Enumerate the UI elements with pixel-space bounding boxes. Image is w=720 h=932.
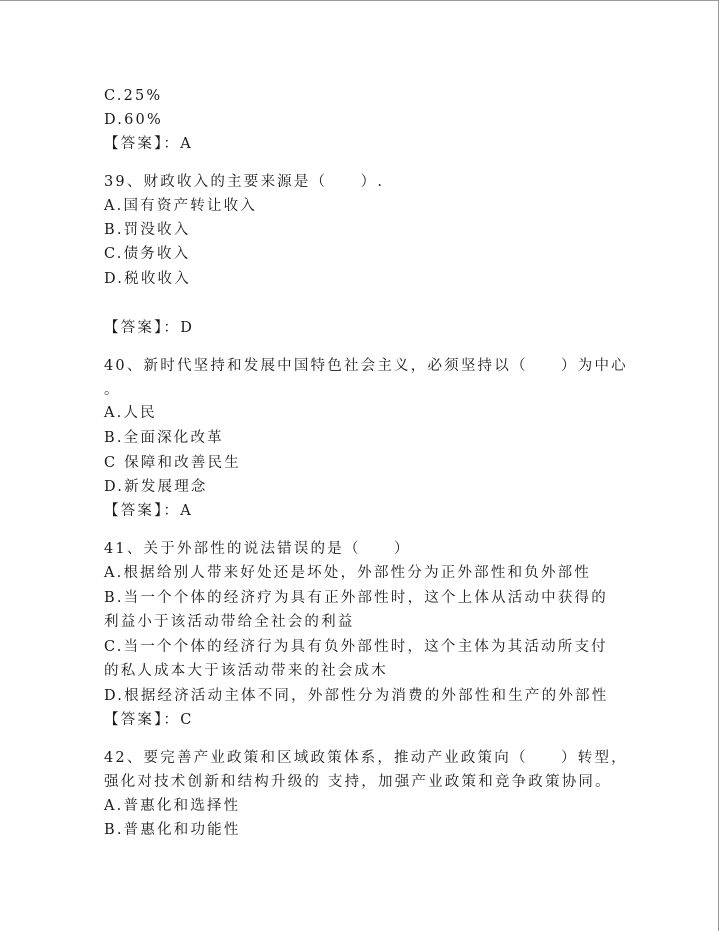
option-c-q39: C.债务收入 xyxy=(104,246,191,262)
option-c-q40: C 保障和改善民生 xyxy=(104,455,242,471)
answer-q38: 【答案】：A xyxy=(104,136,193,152)
option-b-q42: B.普惠化和功能性 xyxy=(104,822,241,838)
question-42-cont: 强化对技术创新和结构升级的 支持，加强产业政策和竞争政策协同。 xyxy=(104,774,612,790)
question-42: 42、要完善产业政策和区域政策体系，推动产业政策向（ ）转型， xyxy=(104,750,628,766)
option-d-q41: D.根据经济活动主体不同，外部性分为消费的外部性和生产的外部性 xyxy=(104,688,609,704)
answer-q41: 【答案】：C xyxy=(104,712,194,728)
option-b-q41-cont: 利益小于该活动带给全社会的利益 xyxy=(104,614,355,630)
option-b-q41: B.当一个个体的经济疗为具有正外部性时，这个上体从活动中获得的 xyxy=(104,590,608,606)
option-c-q41-cont: 的私人成本大于该活动带来的社会成木 xyxy=(104,663,388,679)
answer-q39: 【答案】：D xyxy=(104,320,195,336)
option-d-q40: D.新发展理念 xyxy=(104,479,208,495)
option-b-q39: B.罚没收入 xyxy=(104,222,191,238)
option-a-q39: A.国有资产转让收入 xyxy=(104,198,258,214)
option-a-q41: A.根据给别人带来好处还是坏处，外部性分为正外部性和负外部性 xyxy=(104,565,592,581)
option-d-q38: D.60% xyxy=(104,112,163,128)
question-39: 39、财政收入的主要来源是（ ）. xyxy=(104,174,385,190)
answer-q40: 【答案】：A xyxy=(104,503,193,519)
option-c-q38: C.25% xyxy=(104,88,163,104)
option-c-q41: C.当一个个体的经济行为具有负外部性时，这个主体为其活动所支付 xyxy=(104,639,608,655)
option-a-q42: A.普惠化和选择性 xyxy=(104,798,241,814)
question-40-cont: 。 xyxy=(104,382,121,398)
option-b-q40: B.全面深化改革 xyxy=(104,430,224,446)
question-41: 41、关于外部性的说法错误的是（ ） xyxy=(104,541,411,557)
option-d-q39: D.税收收入 xyxy=(104,271,191,287)
question-40: 40、新时代坚持和发展中国特色社会主义，必须坚持以（ ）为中心 xyxy=(104,358,628,374)
option-a-q40: A.人民 xyxy=(104,405,157,421)
